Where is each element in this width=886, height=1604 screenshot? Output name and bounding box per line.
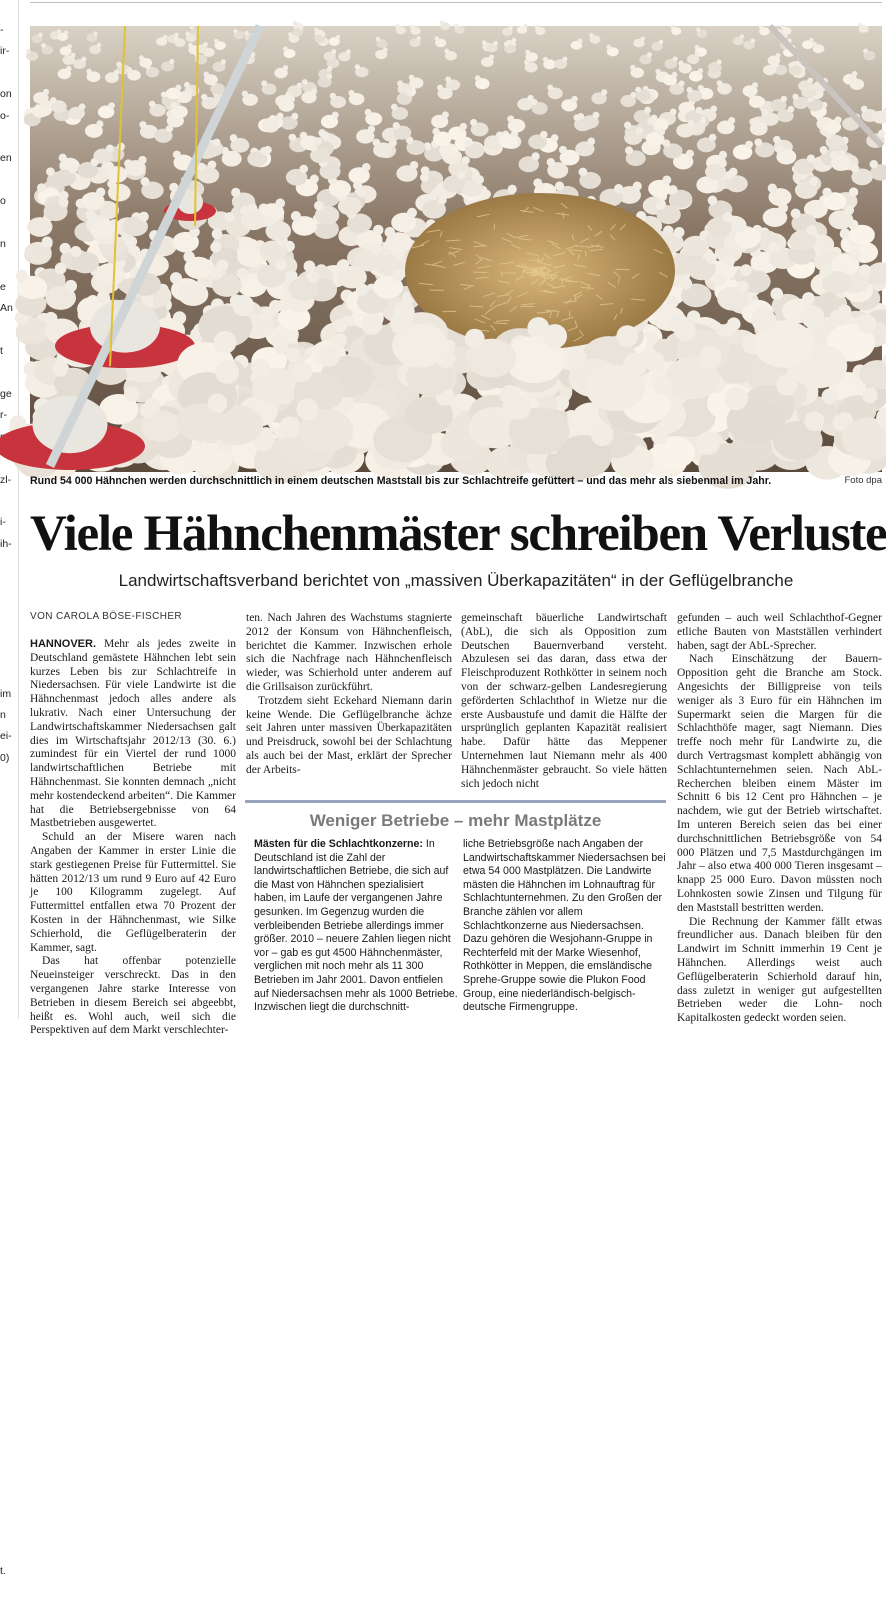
column-divider [18,0,19,1019]
fragment-line [0,598,14,619]
fragment-line [0,213,14,234]
article-paragraph: gemeinschaft bäuerliche Landwirtschaft (AbL), die sich als Opposition zum Deutschen Bauernverband versteht. Abzulesen sei das daran, dass etwa der Fleischproduzent Rothkötter in seinem noch von der schwarz-gelben Landesregierung geförderten Schlachthof in Wietze nur die erste Ausbaustufe und damit die Hälfte der ursprünglich geplanten Kapazität realisiert habe. Dafür hätte das Meppener Unternehmen laut Niemann mehr als 400 Hähnchenmäster gebraucht. So viele hätten sich jedoch nicht [461,612,667,791]
fragment-line [0,876,14,897]
infobox-text: In Deutschland ist die Zahl der landwirtschaftlichen Betriebe, die sich auf die Mast von Hähnchen spezialisiert haben, im Laufe der vergangenen Jahre gesunken. Im Gegenzug wurden die verbleibenden Betriebe allerdings immer größer. 2010 – neuere Zahlen liegen nicht vor – gab es gut 4500 Hähnchenmäster, verglichen mit noch mehr als 11 300 Betrieben im Jahr 2001. Davon entfielen auf Niedersachsen mehr als 1000 Betriebe. Inzwischen liegt die durchschnitt- [254,838,458,1013]
fragment-line: n [0,234,14,255]
author-byline: VON CAROLA BÖSE-FISCHER [30,611,230,622]
fragment-line [0,1005,14,1026]
article-paragraph: Schuld an der Misere waren nach Angaben der Kammer in erster Linie die stark gestiegenen Preise für Futtermittel. Sie hätten 2012/13 um rund 9 Euro auf 42 Euro je 100 Kilogramm zugelegt. Auf Futtermittel entfallen etwa 70 Prozent der Kosten in der Hähnchenmast, wie Silke Schierhold, die Geflügelberaterin der Kammer, sagt. [30,831,236,955]
article-paragraph: Nach Einschätzung der Bauern-Opposition geht die Branche am Stock. Angesichts der Billigpreise von teils weniger als 3 Euro für ein Hähnchen im Supermarkt seien die Margen für die Schlachthöfe mager, sagt Niemann. Dies treffe noch mehr für Landwirte zu, die durch Vertragsmast komplett abhängig von Schlachtunternehmen seien. Nach AbL-Recherchen bleiben einem Mäster im Schnitt 6 bis 12 Cent pro Hähnchen – je nachdem, wie gut der Betrieb wirtschaftet. Im unteren Bereich seien das bei einer durchschnittlichen Betriebsgröße von 54 000 Plätzen und 7,5 Mastdurchgängen im Jahr – also etwa 400 000 Tieren insgesamt – knapp 25 000 Euro. Davon müssten noch Lohnkosten sowie Zinsen und Tilgung für den Maststall bestritten werden. [677,653,882,915]
fragment-line [0,1219,14,1240]
fragment-line [0,1411,14,1432]
fragment-line [0,641,14,662]
article-column-4 [677,612,882,1026]
fragment-line [0,1326,14,1347]
fragment-line [0,1197,14,1218]
fragment-line [0,1497,14,1518]
fragment-line: im [0,684,14,705]
fragment-line: - [0,20,14,41]
fragment-line [0,1540,14,1561]
infobox-title: Weniger Betriebe – mehr Mastplätze [245,811,666,831]
fragment-line [0,1240,14,1261]
article-column-3 [461,612,667,791]
fragment-line [0,940,14,961]
photo-credit: Foto dpa [845,475,883,486]
article-column-2 [246,612,452,778]
fragment-line [0,791,14,812]
article-paragraph: HANNOVER. Mehr als jedes zweite in Deutschland gemästete Hähnchen lebt sein kurzes Leben bis zur Schlachtreife in Niedersachsen. Für viele Landwirte ist die Hähnchenmast jedoch alles andere als lukrativ. Nach einer Untersuchung der Landwirtschaftskammer Niedersachsen galt dies im Wirtschaftsjahr 2012/13 (30. 6.) zumindest für ein Viertel der rund 1000 landwirtschaftlichen Betriebe mit Hähnchenmast. Sie konnten demnach „nicht mehr kostendeckend arbeiten“. Die Kammer hat die Betriebsergebnisse von 64 Mastbetrieben ausgewertet. [30,638,236,831]
fragment-line: r- [0,405,14,426]
fragment-line: o- [0,106,14,127]
subheadline: Landwirtschaftsverband berichtet von „massiven Überkapazitäten“ in der Geflügelbranche [30,571,882,591]
fragment-line [0,255,14,276]
article-paragraph: ten. Nach Jahren des Wachstums stagnierte 2012 der Konsum von Hähnchenfleisch, berichtet die Kammer. Inzwischen erhole sich die Nachfrage nach Hähnchenfleisch wieder, was Schierhold unter anderem auf die Grillsaison zurückführt. [246,612,452,695]
headline: Viele Hähnchenmäster schreiben Verluste [30,504,882,564]
fragment-line [0,1583,14,1604]
fragment-line [0,577,14,598]
dateline: HANNOVER. [30,638,96,650]
fragment-line: 0) [0,748,14,769]
chickens-photo-icon [30,26,882,472]
fragment-line [0,127,14,148]
fragment-line: n [0,705,14,726]
fragment-line [0,1048,14,1069]
fragment-line [0,898,14,919]
adjacent-article-fragment [0,20,14,1020]
fragment-line [0,855,14,876]
fragment-line [0,1347,14,1368]
fragment-line [0,1390,14,1411]
fragment-line [0,363,14,384]
article-column-1 [30,638,236,1038]
infobox-rule [245,800,666,803]
fragment-line: i- [0,512,14,533]
fragment-line: t. [0,1561,14,1582]
fragment-line: An [0,298,14,319]
fragment-line [0,1026,14,1047]
fragment-line [0,1369,14,1390]
fragment-line [0,1176,14,1197]
fragment-line [0,1304,14,1325]
fragment-line [0,962,14,983]
infobox-column-2: liche Betriebsgröße nach Angaben der Landwirtschaftskammer Niedersachsen bei etwa 54 000 Mastplätzen. Die Landwirte mästen die Hähnchen im Lohnauftrag für Schlachtunternehmen. Zu den Großen der Branche zählen vor allem Schlachtkonzerne aus Niedersachsen. Dazu gehören die Wesjohann-Gruppe in Rechterfeld mit der Marke Wiesenhof, Rothkötter in Meppen, die emsländische Sprehe-Gruppe sowie die Plukon Food Group, eine niederländisch-belgisch-deutsche Firmengruppe. [463,838,667,1015]
fragment-line [0,63,14,84]
fragment-line: ir- [0,41,14,62]
fragment-line: ge [0,384,14,405]
fragment-line [0,320,14,341]
fragment-line [0,833,14,854]
chickens-photo [30,26,882,472]
fragment-line [0,170,14,191]
fragment-line [0,1454,14,1475]
fragment-line: on [0,84,14,105]
article-paragraph: Trotzdem sieht Eckehard Niemann darin keine Wende. Die Geflügelbranche ächze seit Jahren unter massiven Überkapazitäten und Preisdruck, sowohl bei der Schlachtung als auch bei der Mast, erklärt der Sprecher der Arbeits- [246,695,452,778]
fragment-line [0,1518,14,1539]
fragment-line [0,1133,14,1154]
fragment-line: t [0,341,14,362]
fragment-line [0,1069,14,1090]
infobox-lead: Mästen für die Schlachtkonzerne: [254,838,423,850]
fragment-line [0,1112,14,1133]
fragment-line: e [0,277,14,298]
fragment-line [0,1476,14,1497]
fragment-line [0,662,14,683]
article-paragraph: Das hat offenbar potenzielle Neueinsteiger verschreckt. Das in den vergangenen Jahre starke Interesse von Betrieben in diesem Bereich sei abgeebbt, heißt es. Wohl auch, weil sich die Perspektiven auf dem Markt verschlechter- [30,955,236,1038]
caption-text: Rund 54 000 Hähnchen werden durchschnittlich in einem deutschen Maststall bis zur Schlachtreife gefüttert – und das mehr als siebenmal im Jahr. [30,475,771,487]
fragment-line: en [0,148,14,169]
fragment-line [0,1283,14,1304]
article-paragraph: gefunden – auch weil Schlachthof-Gegner etliche Bauten von Mastställen verhindert haben, sagt der AbL-Sprecher. [677,612,882,653]
fragment-line [0,812,14,833]
fragment-line [0,619,14,640]
fragment-line [0,491,14,512]
infobox-column-1 [254,838,458,1015]
fragment-line [0,1262,14,1283]
fragment-line [0,983,14,1004]
fragment-line: o [0,191,14,212]
fragment-line: ih- [0,534,14,555]
fragment-line [0,1090,14,1111]
fragment-line [0,1155,14,1176]
top-rule [30,2,882,3]
fragment-line [0,1433,14,1454]
fragment-line [0,919,14,940]
fragment-line: zl- [0,470,14,491]
photo-caption [30,475,882,491]
fragment-line: ei- [0,726,14,747]
article-paragraph: Die Rechnung der Kammer fällt etwas freundlicher aus. Danach bleiben für den Landwirt im Schnitt immerhin 19 Cent je Hähnchen. Allerdings weist auch Geflügelberaterin Schierhold darauf hin, dass zuletzt in weniger gut aufgestellten Betrieben weder die Lohn- noch Kapitalkosten gedeckt worden seien. [677,916,882,1026]
fragment-line [0,769,14,790]
fragment-line [0,555,14,576]
